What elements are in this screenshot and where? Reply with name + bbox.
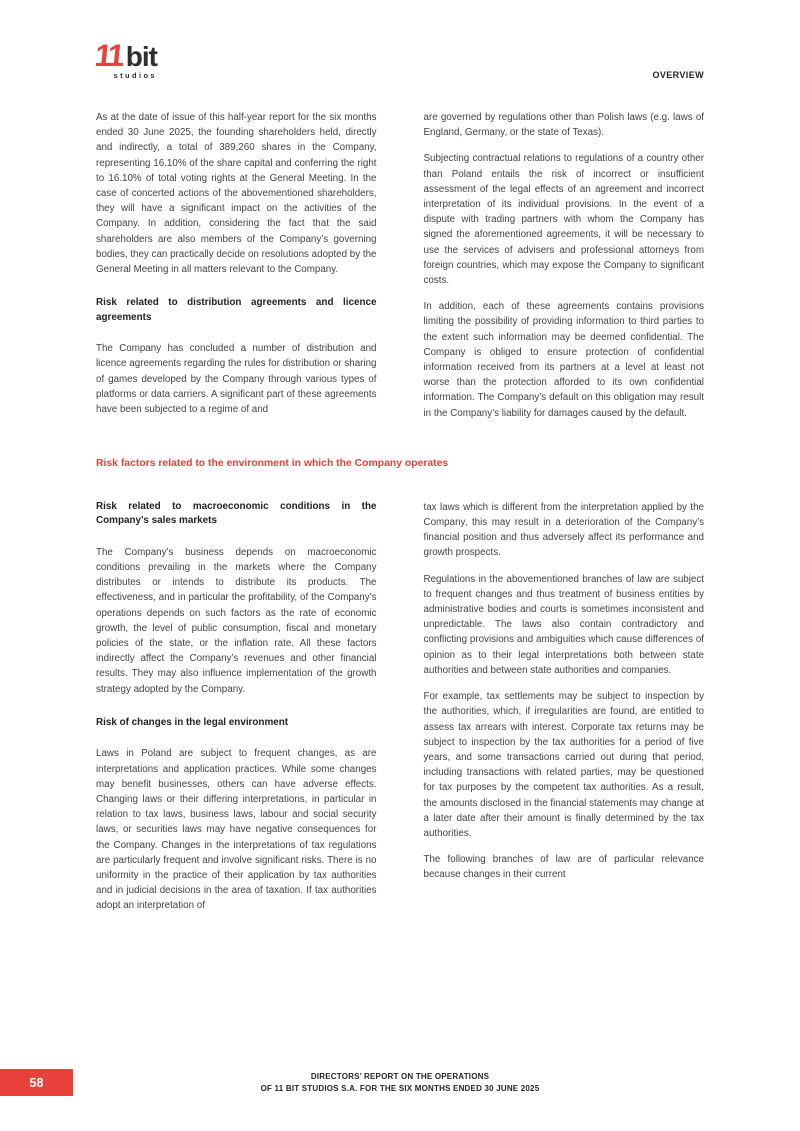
company-logo	[95, 40, 157, 80]
logo-studios-text: studios	[113, 71, 157, 80]
paragraph: In addition, each of these agreements contains provisions limiting the possibility of providing information to third parties to the extent such information may be deemed confidential. The Company is obliged to ensure protection of confidential information received from its partners at a level at least not worse than the protection afforded to its own confidential information. The Company’s default on this obligation may result in the Company’s liability for damages caused by the default.	[423, 301, 704, 419]
page-section-label: OVERVIEW	[652, 70, 704, 80]
section-heading: Risk factors related to the environment in which the Company operates	[96, 457, 449, 469]
paragraph: The Company has concluded a number of distribution and licence agreements regarding the rules for distribution or sharing of games developed by the Company through various types of platforms or data carriers. A significant part of these agreements have been subjected to a regime of and	[96, 343, 377, 416]
paragraph: Laws in Poland are subject to frequent changes, as are interpretations and application practices. While some changes may benefit businesses, others can have adverse effects. Changing laws or their differing interpretations, in particular in relation to tax laws, business laws, labour and social security laws, or securities laws may have negative consequences for the Company. Changes in the interpretations of tax regulations are particularly frequent and involve significant risks. There is no uniformity in the practice of their application by tax authorities and in judicial decisions in the area of taxation. If tax authorities adopt an interpretation of	[96, 748, 377, 912]
paragraph: The following branches of law are of particular relevance because changes in their current	[423, 854, 704, 881]
paragraph: For example, tax settlements may be subject to inspection by the authorities, which, if irregularities are found, are entitled to assess tax arrears with interest. Corporate tax returns may be subject to inspection by the tax authorities for a period of five years, and some transactions carried out during that period, including transactions with related parties, may be questioned for tax purposes by the competent tax authorities. As a result, the amounts disclosed in the financial statements may change at a later date after their amount is finally determined by the tax authorities.	[423, 691, 704, 839]
page-number-badge: 58	[0, 1069, 73, 1096]
footer-line-1: DIRECTORS’ REPORT ON THE OPERATIONS	[310, 1072, 490, 1081]
section-1-columns	[96, 110, 704, 432]
section-2-left-column	[96, 500, 377, 925]
logo-bit-text: bit	[125, 41, 157, 72]
paragraph: As at the date of issue of this half-year report for the six months ended 30 June 2025, the founding shareholders held, directly and indirectly, a total of 389,260 shares in the Company, representing 16.10% of the share capital and conferring the right to 16.10% of total voting rights at the General Meeting. In the case of concerted actions of the abovementioned shareholders, they will have a significant impact on the activities of the Company. In addition, considering the fact that the said shareholders are also members of the Company’s governing bodies, they can practically decide on resolutions adopted by the General Meeting in all matters relevant to the Company.	[96, 112, 377, 276]
paragraph: are governed by regulations other than Polish laws (e.g. laws of England, Germany, or the state of Texas).	[423, 112, 704, 139]
section-1-left-column	[96, 110, 377, 432]
subsection-heading: Risk related to distribution agreements and licence agreements	[96, 297, 377, 323]
subsection-heading: Risk of changes in the legal environment	[96, 716, 289, 728]
section-2-right-column	[424, 500, 705, 925]
logo-wordmark	[95, 40, 157, 71]
footer-report-title	[0, 1071, 800, 1094]
subsection-heading: Risk related to macroeconomic conditions in the Company’s sales markets	[96, 500, 377, 527]
section-1-right-column	[424, 110, 705, 432]
paragraph: Regulations in the abovementioned branches of law are subject to frequent changes and thus treatment of business entities by administrative bodies and courts is sometimes inconsistent and unpredictable. The laws also contain contradictory and conflicting provisions and ambiguities which cause differences of opinion as to their legal interpretations both between state authorities and between state authorities and companies.	[423, 573, 704, 676]
footer-line-2: OF 11 BIT STUDIOS S.A. FOR THE SIX MONTHS ENDED 30 JUNE 2025	[260, 1083, 540, 1093]
paragraph: Subjecting contractual relations to regulations of a country other than Poland entails the risk of incorrect or insufficient assessment of the legal effects of an agreement and incorrect interpretation of its individual provisions. In the event of a dispute with trading partners with whom the Company has signed the aforementioned agreements, it will be necessary to use the services of advisers and professional attorneys from foreign countries, which may expose the Company to significant costs.	[423, 153, 704, 287]
section-2-columns	[96, 500, 704, 925]
paragraph: tax laws which is different from the interpretation applied by the Company, this may result in a deterioration of the Company’s financial position and thus adversely affect its performance and growth prospects.	[423, 501, 704, 559]
logo-11-mark: 11	[93, 38, 124, 73]
paragraph: The Company’s business depends on macroeconomic conditions prevailing in the markets where the Company distributes or intends to distribute its products. The effectiveness, and in particular the profitability, of the Company’s operations depends on such factors as the rate of economic growth, the level of public consumption, fiscal and monetary policies of the state, or the inflation rate. All these factors indirectly affect the Company’s revenues and other financial results. They may also influence implementation of the growth strategy adopted by the Company.	[96, 546, 377, 695]
page-content	[96, 110, 704, 925]
